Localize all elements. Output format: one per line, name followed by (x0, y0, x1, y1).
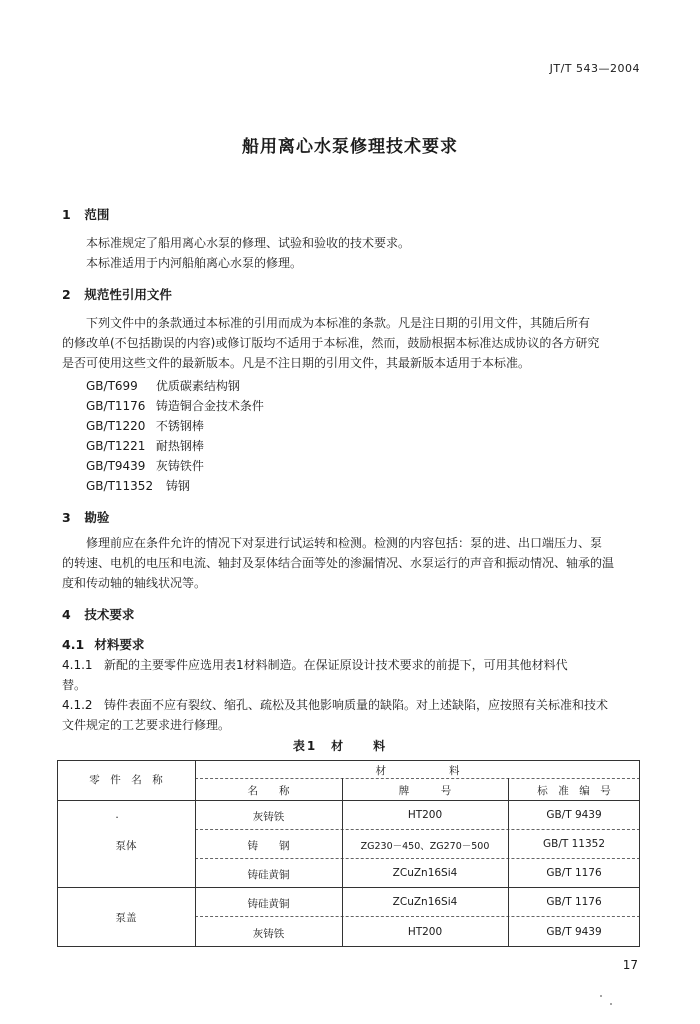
material-name: 灰铸铁 (252, 811, 285, 823)
reference-code: GB/T699 (86, 379, 138, 393)
table-border-bottom (57, 946, 640, 947)
reference-item (86, 397, 264, 414)
part-name: 泵体 (115, 840, 137, 852)
reference-item (86, 417, 204, 434)
material-name: 铸硅黄铜 (247, 898, 290, 910)
section-number: 2 (62, 287, 71, 302)
material-grade: ZG230－450、ZG270－500 (360, 841, 490, 852)
table-rule (195, 778, 640, 779)
reference-code: GB/T9439 (86, 459, 146, 473)
material-standard: GB/T 9439 (546, 926, 602, 938)
table-caption: 表1 材 料 (292, 739, 388, 753)
section-4-heading (62, 605, 134, 623)
reference-code: GB/T1220 (86, 419, 146, 433)
table-mark: · (115, 812, 119, 824)
clause-number: 4.1.2 (62, 698, 93, 712)
material-name: 铸硅黄铜 (247, 869, 290, 881)
section-number: 4.1 (62, 637, 85, 652)
section-title: 规范性引用文件 (84, 287, 172, 302)
reference-name: 铸钢 (165, 479, 190, 493)
standard-code: JT/T 543—2004 (549, 62, 640, 75)
section-2-line-2: 的修改单(不包括勘误的内容)或修订版均不适用于本标准，然而，鼓励根据本标准达成协议的各方研究 (62, 336, 600, 350)
section-2-line-1: 下列文件中的条款通过本标准的引用而成为本标准的条款。凡是注日期的引用文件，其随后所有 (86, 316, 591, 330)
material-grade: HT200 (407, 926, 443, 938)
reference-name: 不锈钢棒 (155, 419, 204, 433)
part-name: 泵盖 (115, 912, 137, 924)
reference-name: 灰铸铁件 (155, 459, 204, 473)
table-group-rule (57, 887, 640, 888)
clause-number: 4.1.1 (62, 658, 93, 672)
scan-speck (610, 1003, 612, 1005)
material-grade: ZCuZn16Si4 (392, 867, 458, 879)
reference-item (86, 437, 204, 454)
clause-4-1-1 (62, 655, 652, 675)
table-rule (195, 829, 640, 830)
section-3-line-1: 修理前应在条件允许的情况下对泵进行试运转和检测。检测的内容包括：泵的进、出口端压力、泵 (86, 536, 603, 550)
table-border-top (57, 760, 640, 761)
header-part: 零 件 名 称 (89, 774, 163, 786)
material-standard: GB/T 11352 (542, 838, 606, 850)
page-number: 17 (622, 958, 638, 972)
table-column-rule (342, 778, 343, 946)
table-header-rule (57, 800, 640, 801)
material-name: 铸 钢 (247, 840, 290, 852)
section-1-para-1: 本标准规定了船用离心水泵的修理、试验和验收的技术要求。 (86, 236, 411, 250)
table-column-rule (508, 778, 509, 946)
section-1-para-2: 本标准适用于内河船舶离心水泵的修理。 (86, 256, 303, 270)
material-standard: GB/T 1176 (546, 867, 602, 879)
section-2-line-3: 是否可使用这些文件的最新版本。凡是不注日期的引用文件，其最新版本适用于本标准。 (62, 356, 531, 370)
table-rule (195, 858, 640, 859)
clause-line-1: 新配的主要零件应选用表1材料制造。在保证原设计技术要求的前提下，可用其他材料代 (104, 658, 568, 672)
section-1-heading (62, 205, 109, 223)
clause-4-1-1-line-2: 替。 (62, 678, 87, 692)
table-rule (195, 916, 640, 917)
material-name: 灰铸铁 (252, 928, 285, 940)
reference-item (86, 457, 204, 474)
reference-name: 铸造铜合金技术条件 (155, 399, 264, 413)
subsection-4-1-heading (62, 635, 144, 653)
header-name: 名 称 (247, 785, 290, 797)
section-number: 1 (62, 207, 71, 222)
header-grade: 牌 号 (398, 785, 452, 797)
materials-table (57, 760, 640, 947)
section-title: 材料要求 (94, 637, 145, 652)
reference-item (86, 477, 190, 494)
section-3-heading (62, 508, 109, 526)
clause-line-1: 铸件表面不应有裂纹、缩孔、疏松及其他影响质量的缺陷。对上述缺陷，应按照有关标准和技术 (104, 698, 609, 712)
section-title: 勘验 (84, 510, 110, 525)
reference-name: 耐热钢棒 (155, 439, 204, 453)
clause-4-1-2 (62, 695, 652, 715)
reference-name: 优质碳素结构钢 (155, 379, 240, 393)
section-number: 4 (62, 607, 71, 622)
material-standard: GB/T 1176 (546, 896, 602, 908)
header-material: 材 料 (375, 765, 460, 777)
section-3-line-2: 的转速、电机的电压和电流、轴封及泵体结合面等处的渗漏情况、水泵运行的声音和振动情况、轴承的温 (62, 556, 615, 570)
section-2-heading (62, 285, 172, 303)
section-3-line-3: 度和传动轴的轴线状况等。 (62, 576, 207, 590)
section-title: 范围 (84, 207, 110, 222)
material-grade: HT200 (407, 809, 443, 821)
document-title: 船用离心水泵修理技术要求 (242, 137, 458, 157)
header-standard: 标 准 编 号 (537, 785, 611, 797)
section-number: 3 (62, 510, 71, 525)
section-title: 技术要求 (84, 607, 135, 622)
scan-speck (600, 995, 602, 997)
material-grade: ZCuZn16Si4 (392, 896, 458, 908)
reference-item (86, 377, 240, 394)
reference-code: GB/T11352 (86, 479, 154, 493)
reference-code: GB/T1176 (86, 399, 146, 413)
material-standard: GB/T 9439 (546, 809, 602, 821)
reference-code: GB/T1221 (86, 439, 146, 453)
clause-4-1-2-line-2: 文件规定的工艺要求进行修理。 (62, 718, 231, 732)
